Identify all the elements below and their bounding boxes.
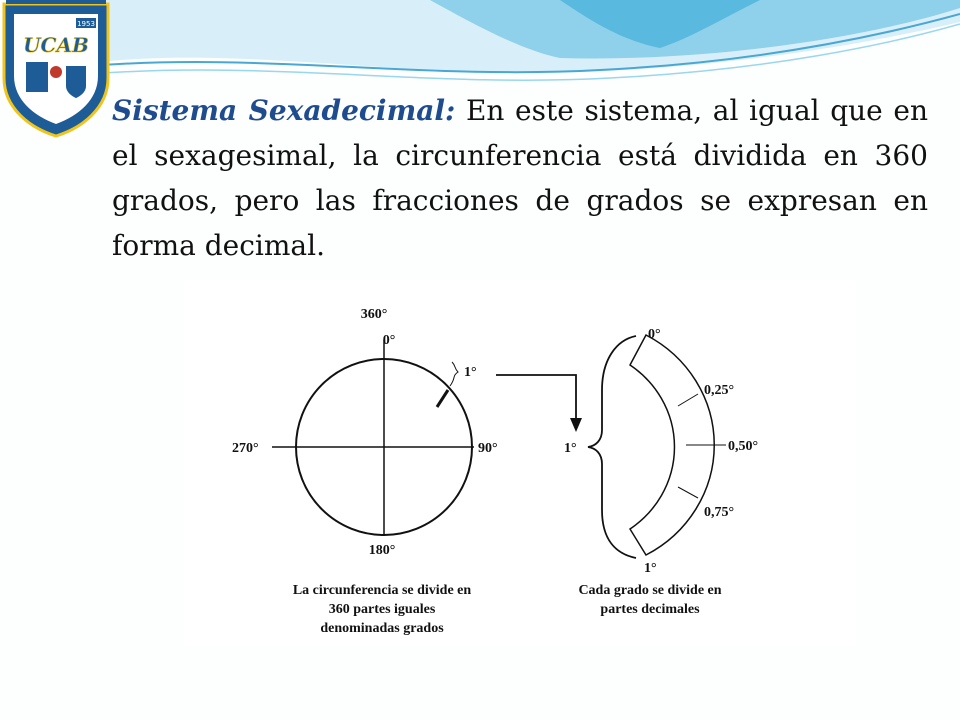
zoom-arrowhead	[570, 418, 582, 432]
logo-year: 1953	[77, 20, 95, 28]
label-180: 180°	[368, 543, 396, 558]
label-270: 270°	[232, 441, 259, 456]
curly-brace	[588, 336, 636, 558]
arc-tick-075	[678, 487, 698, 498]
label-1-degree: 1°	[464, 365, 477, 380]
definition-paragraph	[112, 88, 928, 268]
label-arc-025: 0,25°	[704, 383, 735, 398]
university-logo	[0, 0, 112, 138]
label-arc-050: 0,50°	[728, 439, 759, 454]
term-sistema-sexadecimal: Sistema Sexadecimal:	[112, 94, 456, 127]
label-arc-075: 0,75°	[704, 505, 735, 520]
one-degree-tick	[437, 390, 448, 407]
label-arc-0: 0°	[648, 327, 661, 342]
arc-tick-025	[678, 394, 698, 406]
caption-left-line-3: denominadas grados	[320, 621, 444, 636]
sexadecimal-diagram	[184, 280, 856, 646]
label-0: 0°	[382, 333, 396, 348]
label-90: 90°	[478, 441, 498, 456]
zoom-arrow	[496, 375, 576, 420]
one-degree-brace	[450, 362, 458, 386]
label-360: 360°	[360, 307, 388, 322]
label-arc-1: 1°	[644, 561, 657, 576]
definition-body: En este sistema, al igual que en el sexagesimal, la circunferencia está dividida en 360 grados, pero las fracciones de grados se expresan en forma decimal.	[112, 94, 928, 262]
caption-left-line-2: 360 partes iguales	[328, 602, 436, 617]
caption-left-line-1: La circunferencia se divide en	[292, 583, 472, 598]
label-brace-1-degree: 1°	[564, 441, 577, 456]
caption-right-line-2: partes decimales	[600, 602, 700, 617]
logo-letters: UCAB	[23, 33, 89, 57]
caption-right-line-1: Cada grado se divide en	[578, 583, 722, 598]
header-wave-banner	[0, 0, 960, 90]
